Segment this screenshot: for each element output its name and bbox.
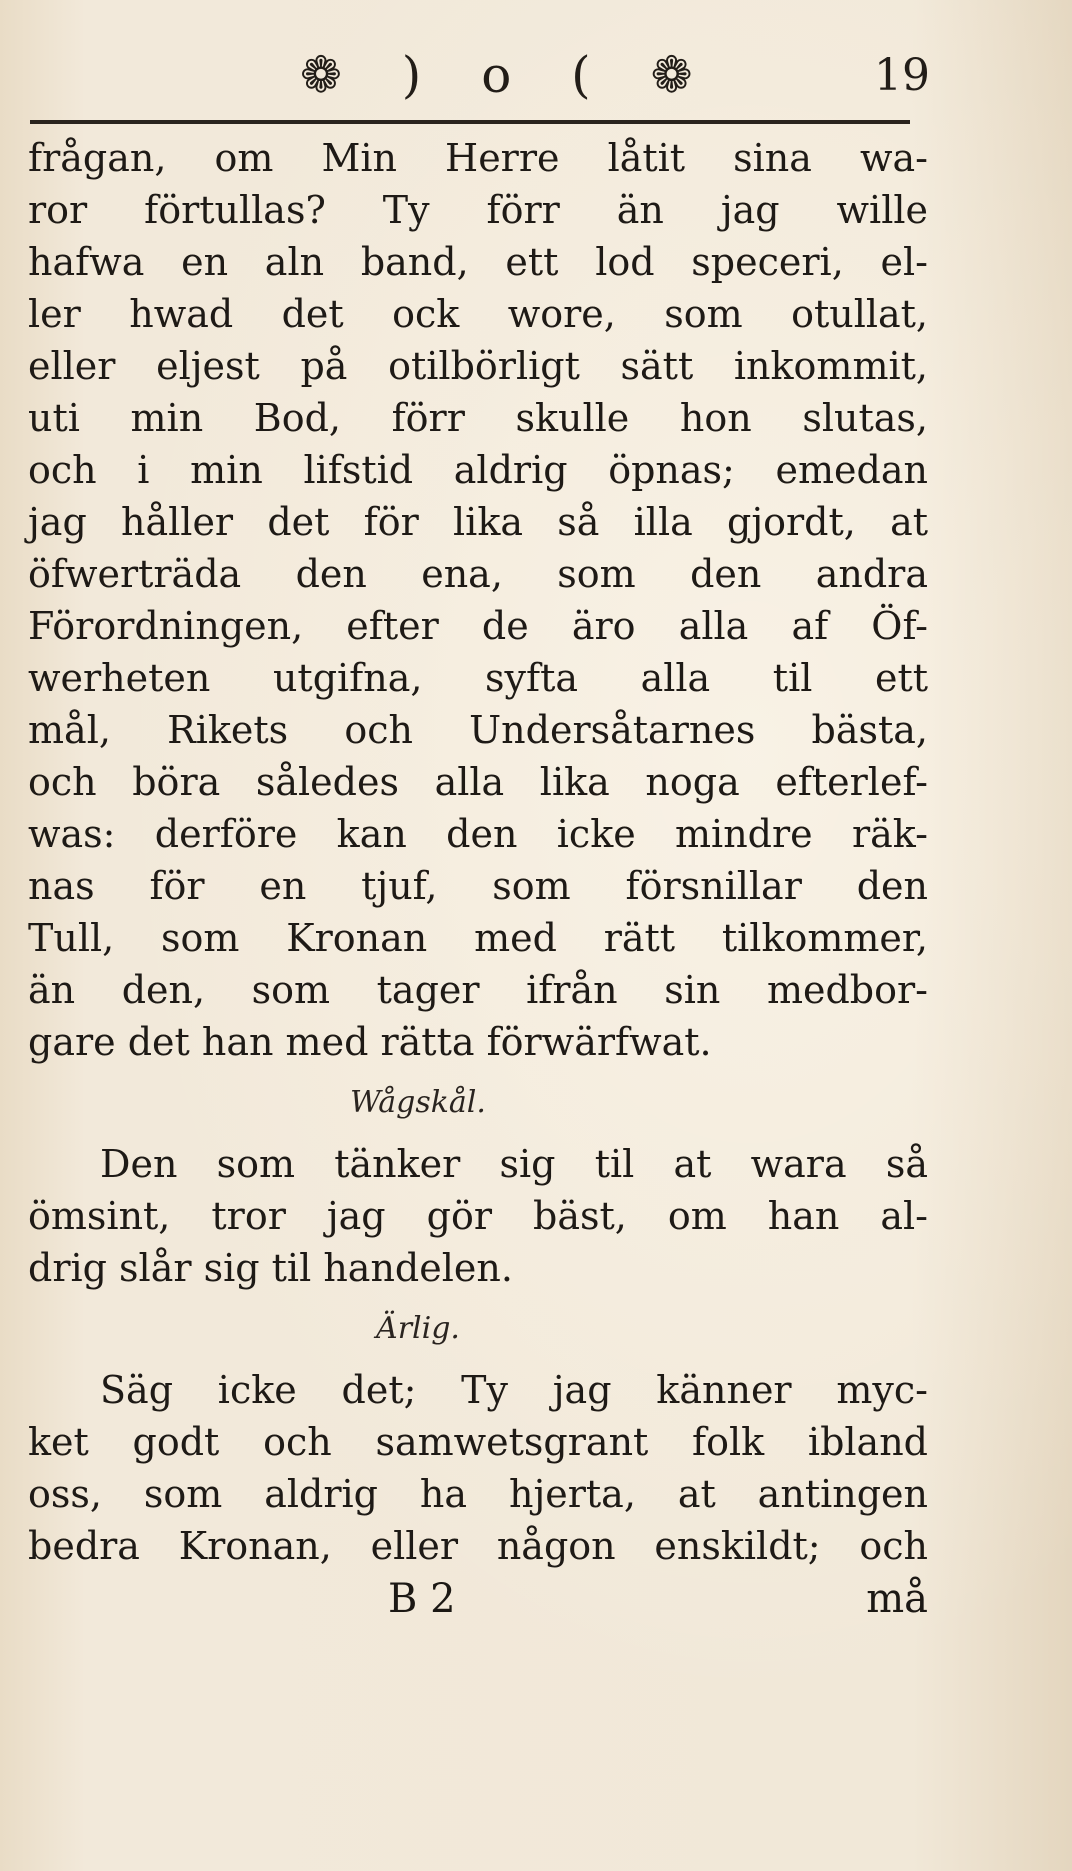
text-line: werheten utgifna, syfta alla til ett [28, 656, 928, 700]
text-line: frågan, om Min Herre låtit sina wa- [28, 136, 928, 180]
text-line: bedra Kronan, eller någon enskildt; och [28, 1524, 928, 1568]
text-line: ler hwad det ock wore, som otullat, [28, 292, 928, 336]
text-line: och böra således alla lika noga efterlef- [28, 760, 928, 804]
paragraph-1 [28, 132, 928, 1068]
signature-mark: B 2 [388, 1576, 456, 1622]
page-body [28, 132, 928, 1626]
page-footer [28, 1572, 928, 1626]
text-line: gare det han med rätta förwärfwat. [28, 1020, 712, 1064]
text-line: jag håller det för lika så illa gjordt, at [28, 500, 928, 544]
catchword: må [866, 1576, 928, 1622]
text-line: mål, Rikets och Undersåtarnes bästa, [28, 708, 928, 752]
text-line: oss, som aldrig ha hjerta, at antingen [28, 1472, 928, 1516]
text-line: än den, som tager ifrån sin medbor- [28, 968, 928, 1012]
text-line: eller eljest på otilbörligt sätt inkommit, [28, 344, 928, 388]
text-line: ror förtullas? Ty förr än jag wille [28, 188, 928, 232]
speaker-name: Ärlig. [376, 1311, 460, 1346]
paragraph-2 [28, 1138, 928, 1294]
text-line: Säg icke det; Ty jag känner myc- [100, 1368, 928, 1412]
header-ornaments: ❁ ) o ( ❁ [300, 46, 715, 104]
text-line: Förordningen, efter de äro alla af Öf- [28, 604, 928, 648]
page-number: 19 [874, 50, 930, 101]
speaker-name: Wågskål. [350, 1085, 486, 1120]
text-line: drig slår sig til handelen. [28, 1246, 513, 1290]
text-line: hafwa en aln band, ett lod speceri, el- [28, 240, 928, 284]
paragraph-3 [28, 1364, 928, 1572]
text-line: Den som tänker sig til at wara så [100, 1142, 928, 1186]
header-rule [30, 120, 910, 124]
text-line: öfwerträda den ena, som den andra [28, 552, 928, 596]
text-line: ömsint, tror jag gör bäst, om han al- [28, 1194, 928, 1238]
text-line: uti min Bod, förr skulle hon slutas, [28, 396, 928, 440]
page-header [30, 38, 930, 128]
text-line: Tull, som Kronan med rätt tilkommer, [28, 916, 928, 960]
text-line: ket godt och samwetsgrant folk ibland [28, 1420, 928, 1464]
text-line: was: derföre kan den icke mindre räk- [28, 812, 928, 856]
text-line: och i min lifstid aldrig öpnas; emedan [28, 448, 928, 492]
text-line: nas för en tjuf, som försnillar den [28, 864, 928, 908]
